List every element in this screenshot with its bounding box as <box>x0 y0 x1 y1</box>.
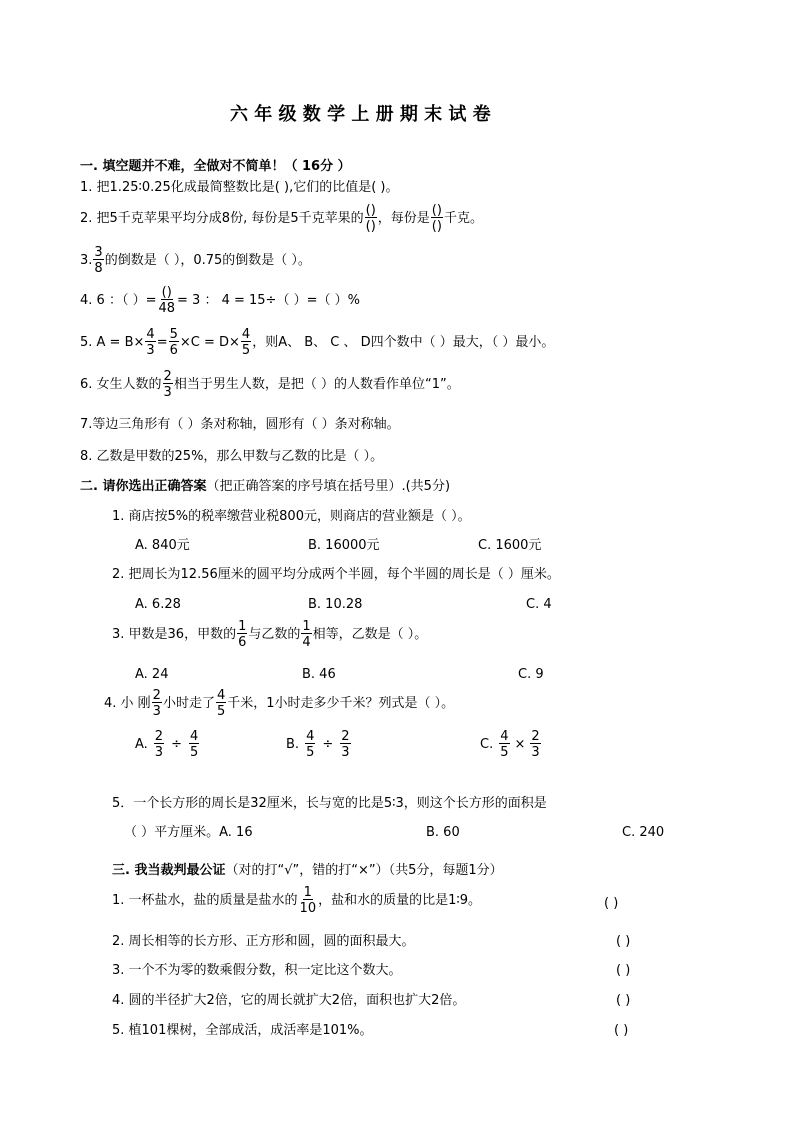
q3-number: 3. <box>80 253 93 268</box>
s2-q4-text-b: 小时走了 <box>162 696 215 711</box>
s2-q3-text-a: 3. 甲数是36，甲数的 <box>112 627 237 642</box>
s1-question-8: 8. 乙数是甲数的25%，那么甲数与乙数的比是（ ）。 <box>80 449 384 464</box>
s3-q5-answer-paren[interactable]: ( ) <box>614 1023 629 1038</box>
fraction-2-3: $\frac{2}{3}$ <box>531 729 540 760</box>
s3-q1-answer-paren[interactable]: ( ) <box>604 896 619 911</box>
fraction-2-3: $\frac{2}{3}$ <box>163 369 172 400</box>
q5-text-c: ×C = D× <box>179 335 240 350</box>
divide-sign: ÷ <box>171 737 182 752</box>
fraction-2-3: $\frac{2}{3}$ <box>152 688 161 719</box>
q5-text-b: = <box>156 335 168 350</box>
page-title: 六 年 级 数 学 上 册 期 末 试 卷 <box>230 104 491 125</box>
section-3-heading: 三. 我当裁判最公证（对的打“√”，错的打“×”）（共5分，每题1分） <box>112 863 503 878</box>
s2-q3-option-a: A. 24 <box>135 667 169 682</box>
s2-q4-option-c: C. $\frac{4}{5}$ × $\frac{2}{3}$ <box>480 729 540 760</box>
s2-q4-text-c: 千米，1小时走多少千米？列式是（ ）。 <box>227 696 455 711</box>
s3-question-5: 5. 植101棵树，全部成活，成活率是101%。 <box>112 1023 373 1038</box>
fraction-4-5: $\frac{4}{5}$ <box>241 327 251 358</box>
q2-text-a: 2. 把5千克苹果平均分成8份, 每份是5千克苹果的 <box>80 211 364 226</box>
s2-question-1: 1. 商店按5%的税率缴营业税800元，则商店的营业额是（ ）。 <box>112 509 471 524</box>
fraction-5-6: $\frac{5}{6}$ <box>169 327 178 358</box>
s3-q4-answer-paren[interactable]: ( ) <box>616 993 631 1008</box>
s2-q3-text-c: 相等，乙数是（ ）。 <box>312 627 428 642</box>
fraction-4-3: $\frac{4}{3}$ <box>146 327 155 358</box>
q4-text-a: 4. 6 ：（ ）= <box>80 293 157 308</box>
s2-q3-option-c: C. 9 <box>518 667 544 682</box>
fraction-2-3: $\frac{2}{3}$ <box>341 729 350 760</box>
fraction-1-4: $\frac{1}{4}$ <box>302 619 311 650</box>
s1-question-7: 7.等边三角形有（ ）条对称轴，圆形有（ ）条对称轴。 <box>80 417 400 432</box>
q5-text-d: ，则A、 B、 C 、 D四个数中（ ）最大，（ ）最小。 <box>252 335 555 350</box>
q3-text: 的倒数是（ ），0.75的倒数是（ ）。 <box>104 253 311 268</box>
fraction-4-5: $\frac{4}{5}$ <box>306 729 315 760</box>
s3-question-2: 2. 周长相等的长方形、正方形和圆，圆的面积最大。 <box>112 934 415 949</box>
s3-q3-answer-paren[interactable]: ( ) <box>616 963 631 978</box>
s1-question-5 <box>80 328 554 357</box>
section-2-heading: 二. 请你选出正确答案（把正确答案的序号填在括号里）.(共5分) <box>80 479 451 494</box>
s2-q5-line-2: （ ）平方厘米。A. 16 <box>124 825 253 840</box>
q6-text-b: 相当于男生人数，是把（ ）的人数看作单位“1”。 <box>173 377 460 392</box>
fraction-3-8: $\frac{3}{8}$ <box>94 245 103 276</box>
s2-q3-text-b: 与乙数的 <box>248 627 301 642</box>
fraction-blank: $\frac{()}{()}$ <box>365 203 376 234</box>
q2-text-b: ，每份是 <box>377 211 430 226</box>
s1-question-3 <box>80 246 311 275</box>
s2-question-2: 2. 把周长为12.56厘米的圆平均分成两个半圆，每个半圆的周长是（ ）厘米。 <box>112 567 560 582</box>
fraction-4-5: $\frac{4}{5}$ <box>189 729 199 760</box>
s2-q2-option-a: A. 6.28 <box>135 597 181 612</box>
divide-sign: ÷ <box>322 737 334 752</box>
q2-text-c: 千克。 <box>443 211 483 226</box>
multiply-sign: × <box>514 737 526 752</box>
s3-q2-answer-paren[interactable]: ( ) <box>616 934 631 949</box>
s2-q4-option-b: B. $\frac{4}{5}$ ÷ $\frac{2}{3}$ <box>286 729 350 760</box>
q5-text-a: 5. A = B× <box>80 335 145 350</box>
q6-text-a: 6. 女生人数的 <box>80 377 162 392</box>
s2-q2-option-c: C. 4 <box>526 597 552 612</box>
s2-q1-option-c: C. 1600元 <box>478 538 542 553</box>
s3-question-3: 3. 一个不为零的数乘假分数，积一定比这个数大。 <box>112 963 402 978</box>
fraction-1-6: $\frac{1}{6}$ <box>238 619 247 650</box>
fraction-4-5: $\frac{4}{5}$ <box>216 688 226 719</box>
s2-question-3 <box>112 620 427 649</box>
q4-text-b: = 3 ： 4 = 15÷（ ）=（ ）% <box>177 293 360 308</box>
fraction-blank-48: $\frac{()}{48}$ <box>158 285 176 316</box>
s2-question-5: 5．一个长方形的周长是32厘米，长与宽的比是5∶3，则这个长方形的面积是 <box>112 796 547 811</box>
s2-q5-option-b: B. 60 <box>426 825 460 840</box>
s2-q1-option-a: A. 840元 <box>135 538 190 553</box>
s3-q1-text-b: ，盐和水的质量的比是1∶9。 <box>318 893 482 908</box>
s2-q3-option-b: B. 46 <box>302 667 336 682</box>
s1-question-1: 1. 把1.25∶0.25化成最简整数比是( ),它们的比值是( )。 <box>80 180 399 195</box>
s3-question-4: 4. 圆的半径扩大2倍，它的周长就扩大2倍，面积也扩大2倍。 <box>112 993 466 1008</box>
s2-q4-text-a: 4. 小 刚 <box>104 696 151 711</box>
s3-question-1 <box>112 886 481 915</box>
s2-q1-option-b: B. 16000元 <box>308 538 380 553</box>
s2-q5-option-c: C. 240 <box>622 825 665 840</box>
section-1-heading: 一. 填空题并不难，全做对不简单！（ 16分 ） <box>80 159 351 174</box>
s2-question-4 <box>104 689 454 718</box>
fraction-blank: $\frac{()}{()}$ <box>431 203 442 234</box>
fraction-4-5: $\frac{4}{5}$ <box>500 729 509 760</box>
s1-question-6 <box>80 370 460 399</box>
s2-q4-option-a: A. $\frac{2}{3}$ ÷ $\frac{4}{5}$ <box>135 729 199 760</box>
fraction-1-10: $\frac{1}{10}$ <box>299 885 317 916</box>
s1-question-2 <box>80 204 483 233</box>
s1-question-4 <box>80 286 360 315</box>
s3-q1-text-a: 1. 一杯盐水，盐的质量是盐水的 <box>112 893 298 908</box>
s2-q2-option-b: B. 10.28 <box>308 597 363 612</box>
fraction-2-3: $\frac{2}{3}$ <box>154 729 164 760</box>
